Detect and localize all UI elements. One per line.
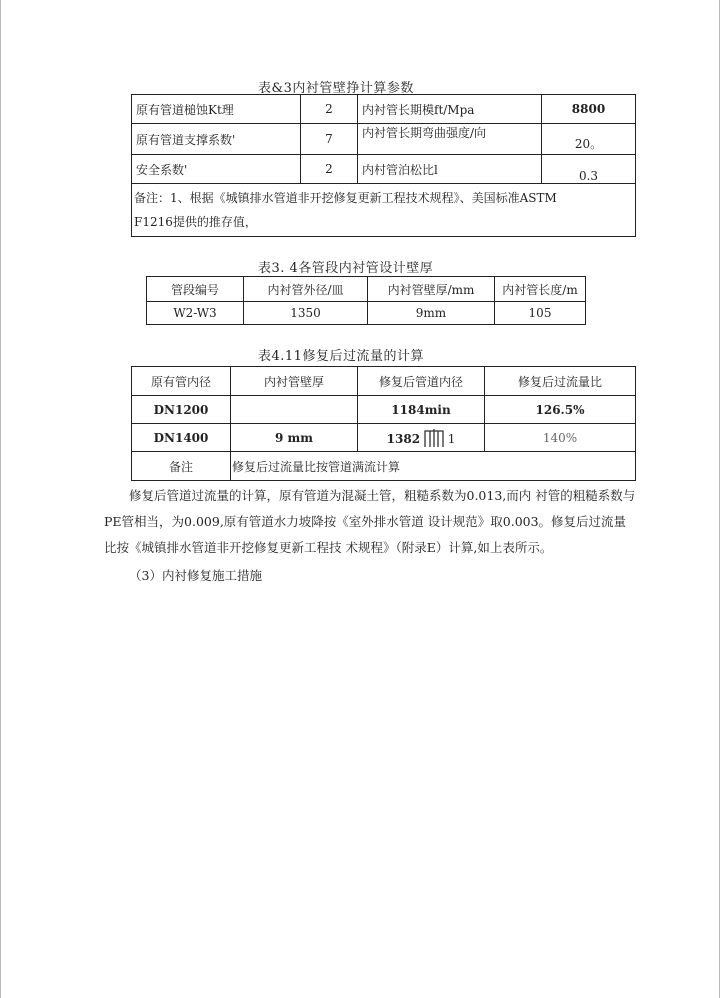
table-header-cell: 内衬管壁厚 (231, 367, 358, 396)
table-cell: 1184min (358, 396, 485, 424)
table-cell: W2-W3 (147, 302, 244, 325)
table-cell: 20。 (542, 124, 636, 155)
table3-caption: 表4.11修复后过流量的计算 (258, 349, 424, 364)
table-cell: 140% (485, 424, 636, 452)
table-cell: 内村管泊松比l (358, 155, 542, 184)
table-header-cell: 修复后过流量比 (485, 367, 636, 396)
table-cell: 2 (301, 95, 358, 124)
paragraph-text: 修复后管道过流量的计算，原有管道为混凝土管，粗糙系数为0.013,而内 衬管的粗糙系数与PE管相当，为0.009,原有管道水力坡降按《室外排水管道 设计规范》取0.003。修复后过流量比按《城镇排水管道非开挖修复更新工程技 术规程》（附录E）计算,如上表所示。 (104, 488, 636, 555)
table-header-cell: 修复后管道内径 (358, 367, 485, 396)
table-cell: 9mm (368, 302, 495, 325)
table1-caption: 表&3内衬管壁挣计算参数 (258, 81, 414, 96)
table-header-cell: 内衬管外径/皿 (244, 277, 368, 302)
table-cell: 修复后过流量比按管道满流计算 (231, 452, 636, 481)
table-cell: 原有管道槌蚀Kt理 (132, 95, 301, 124)
table-header-cell: 管段编号 (147, 277, 244, 302)
table-cell: 原有管道支撑系数' (132, 124, 301, 155)
table-cell: DN1200 (132, 396, 231, 424)
table-row (132, 452, 636, 481)
table-header-cell: 内衬管长度/m (495, 277, 586, 302)
table-row (132, 396, 636, 424)
table-cell: 126.5% (485, 396, 636, 424)
table-cell: 105 (495, 302, 586, 325)
table-cell: 8800 (542, 95, 636, 124)
table-cell: 1350 (244, 302, 368, 325)
table-cell (231, 396, 358, 424)
note-line: 备注：1、根据《城镇排水管道非开挖修复更新工程技术规程》、美国标准ASTM (134, 191, 557, 205)
table-row (147, 302, 586, 325)
table-row (132, 124, 636, 155)
table-cell: 7 (301, 124, 358, 155)
table-header-cell: 内衬管壁厚/mm (368, 277, 495, 302)
table-cell: 内衬管长期模ft/Mpa (358, 95, 542, 124)
table-cell: 内衬管长期弯曲强度/向 (358, 124, 542, 155)
section-item: （3）内衬修复施工措施 (129, 568, 262, 583)
table1-note (132, 184, 636, 237)
table-row (132, 424, 636, 452)
table-header-row (147, 277, 586, 302)
table3 (131, 366, 636, 481)
table-cell: DN1400 (132, 424, 231, 452)
table-header-cell: 原有管内径 (132, 367, 231, 396)
table-cell: 安全系数' (132, 155, 301, 184)
table2 (146, 276, 586, 325)
table-cell: 2 (301, 155, 358, 184)
table-cell: 0.3 (542, 155, 636, 184)
table-row (132, 155, 636, 184)
table-header-row (132, 367, 636, 396)
table-row (132, 95, 636, 124)
table-cell: 备注 (132, 452, 231, 481)
table1 (131, 94, 636, 237)
inner-diameter-value: 1382 (386, 432, 421, 446)
table-cell: 9 mm (231, 424, 358, 452)
table-row (132, 184, 636, 237)
table-cell (358, 424, 485, 452)
page-edge-left (0, 0, 1, 998)
note-line: F1216提供的推存值， (134, 215, 257, 229)
table2-caption: 表3. 4各管段内衬管设计壁厚 (258, 261, 434, 276)
body-paragraph (104, 483, 636, 589)
inner-diameter-suffix: 1 (447, 432, 456, 446)
scribble-mark-icon (424, 428, 444, 451)
